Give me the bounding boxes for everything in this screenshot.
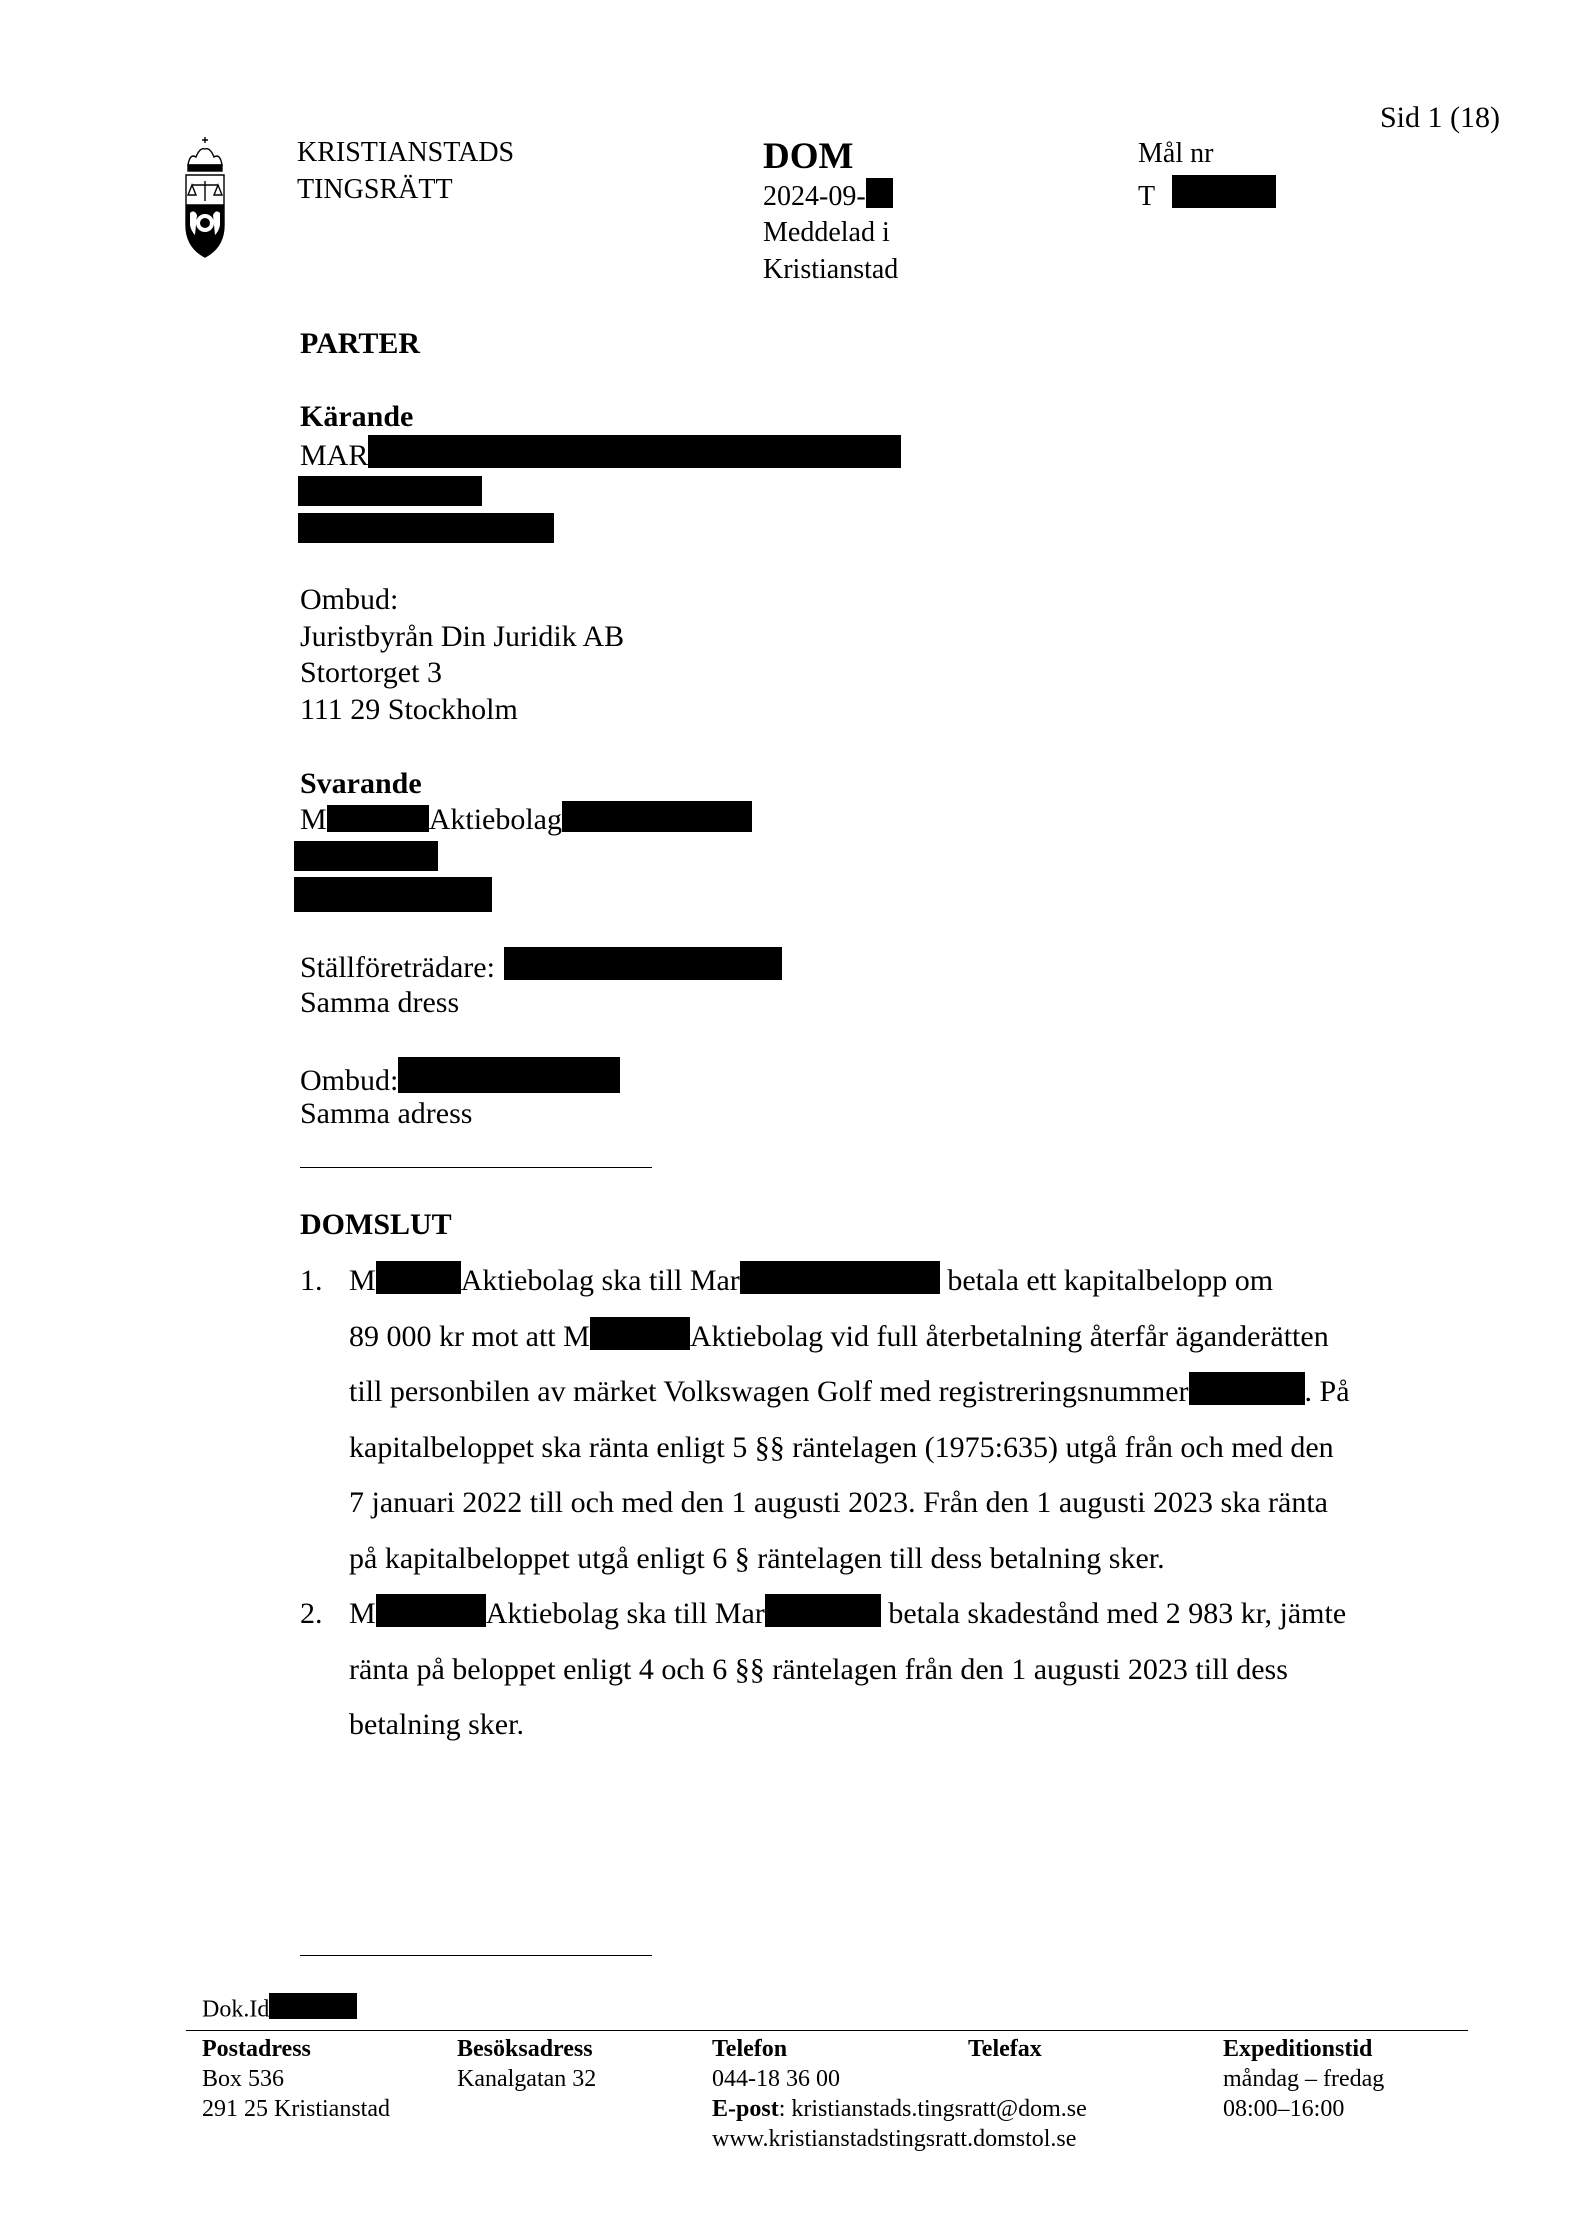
redaction-block — [298, 476, 482, 506]
redaction-block — [376, 1261, 461, 1294]
case-number-label: Mål nr — [1138, 138, 1214, 169]
redaction-block — [1189, 1372, 1305, 1405]
domslut-line: 7 januari 2022 till och med den 1 augusti 2023. Från den 1 augusti 2023 ska ränta — [349, 1486, 1328, 1519]
domslut-line: på kapitalbeloppet utgå enligt 6 § räntelagen till dess betalning sker. — [349, 1541, 1165, 1575]
redaction-block — [269, 1993, 357, 2019]
court-crest-icon — [180, 135, 230, 263]
footer-email — [712, 2094, 1087, 2124]
karande-ombud-label: Ombud: — [300, 583, 399, 616]
svarande-ombud-address: Samma adress — [300, 1097, 473, 1130]
domslut-line: kapitalbeloppet ska ränta enligt 5 §§ räntelagen (1975:635) utgå från och med den — [349, 1430, 1334, 1464]
page-indicator: Sid 1 (18) — [1380, 101, 1500, 134]
redaction-block — [398, 1057, 620, 1093]
dok-id — [202, 1993, 357, 2025]
redaction-block — [866, 178, 893, 208]
footer-heading: Expeditionstid — [1223, 2036, 1373, 2062]
svarande-ombud-row — [300, 1057, 620, 1099]
stallforetradare-label: Ställföreträdare: — [300, 951, 495, 985]
case-number-prefix: T — [1138, 181, 1155, 213]
court-name-line2: TINGSRÄTT — [297, 174, 453, 205]
domslut-heading: DOMSLUT — [300, 1208, 452, 1241]
redaction-block — [327, 805, 429, 832]
redaction-block — [294, 877, 492, 912]
place-name: Kristianstad — [763, 254, 899, 285]
dok-id-label: Dok.Id — [202, 1996, 270, 2023]
footer-heading: Telefon — [712, 2036, 788, 2062]
karande-ombud-street: Stortorget 3 — [300, 656, 442, 689]
redaction-block — [590, 1317, 690, 1350]
redaction-block — [294, 841, 438, 871]
redaction-block — [1172, 175, 1276, 208]
karande-name — [300, 435, 901, 474]
footer-postadress — [202, 2034, 390, 2124]
svarande-name-prefix: M — [300, 803, 327, 837]
footer-value: 291 25 Kristianstad — [202, 2096, 390, 2122]
footer-heading: Postadress — [202, 2036, 311, 2062]
redaction-block — [298, 513, 554, 543]
footer-besoksadress — [457, 2034, 596, 2094]
court-name-line1: KRISTIANSTADS — [297, 137, 515, 168]
document-type-title: DOM — [763, 136, 854, 177]
domslut-line: 89 000 kr mot att M Aktiebolag vid full återbetalning återfår äganderätten — [349, 1309, 1469, 1365]
domslut-item-number: 1. — [300, 1264, 323, 1297]
redaction-block — [368, 435, 901, 468]
redaction-block — [740, 1261, 940, 1294]
redaction-block — [562, 801, 752, 832]
parter-heading: PARTER — [300, 327, 421, 360]
domslut-line: M Aktiebolag ska till Mar betala skadestånd med 2 983 kr, jämte — [349, 1586, 1469, 1642]
domslut-line: ränta på beloppet enligt 4 och 6 §§ räntelagen från den 1 augusti 2023 till dess — [349, 1652, 1288, 1686]
stallforetradare-row — [300, 947, 782, 986]
redaction-block — [504, 947, 782, 980]
domslut-item-number: 2. — [300, 1597, 323, 1630]
footer-heading: Telefax — [968, 2036, 1042, 2062]
footer-value: måndag – fredag — [1223, 2066, 1385, 2092]
footer-value: Box 536 — [202, 2066, 285, 2092]
footer-phone: 044-18 36 00 — [712, 2066, 840, 2092]
domslut-line: till personbilen av märket Volkswagen Golf med registreringsnummer . På — [349, 1364, 1469, 1420]
svarande-name-middle: Aktiebolag — [428, 803, 562, 837]
footer-telefax — [968, 2034, 1042, 2064]
meddelad-label: Meddelad i — [763, 217, 890, 248]
footer-value: 08:00–16:00 — [1223, 2096, 1345, 2122]
svarande-ombud-label: Ombud: — [300, 1064, 399, 1098]
domslut-line: betalning sker. — [349, 1708, 524, 1741]
footer-value: Kanalgatan 32 — [457, 2066, 597, 2092]
karande-ombud-name: Juristbyrån Din Juridik AB — [300, 620, 625, 653]
section-divider — [300, 1167, 652, 1168]
svarande-label: Svarande — [300, 767, 422, 800]
footer-email-value: : kristianstads.tingsratt@dom.se — [778, 2096, 1087, 2122]
karande-name-prefix: MAR — [300, 439, 369, 473]
redaction-block — [765, 1594, 881, 1627]
footer-rule — [186, 2030, 1468, 2031]
footer-heading: Besöksadress — [457, 2036, 593, 2062]
judgment-date — [763, 178, 893, 215]
svarande-name — [300, 801, 752, 838]
case-number — [1138, 175, 1276, 215]
redaction-block — [376, 1594, 486, 1627]
domslut-line: M Aktiebolag ska till Mar betala ett kapitalbelopp om — [349, 1253, 1469, 1309]
stallforetradare-address: Samma dress — [300, 986, 460, 1019]
judgment-date-prefix: 2024-09- — [763, 181, 866, 213]
karande-ombud-city: 111 29 Stockholm — [300, 693, 518, 726]
footer-short-rule — [300, 1955, 652, 1956]
footer-email-label: E-post — [712, 2096, 779, 2122]
footer-web: www.kristianstadstingsratt.domstol.se — [712, 2126, 1077, 2152]
footer-expeditionstid — [1223, 2034, 1384, 2124]
karande-label: Kärande — [300, 400, 414, 433]
